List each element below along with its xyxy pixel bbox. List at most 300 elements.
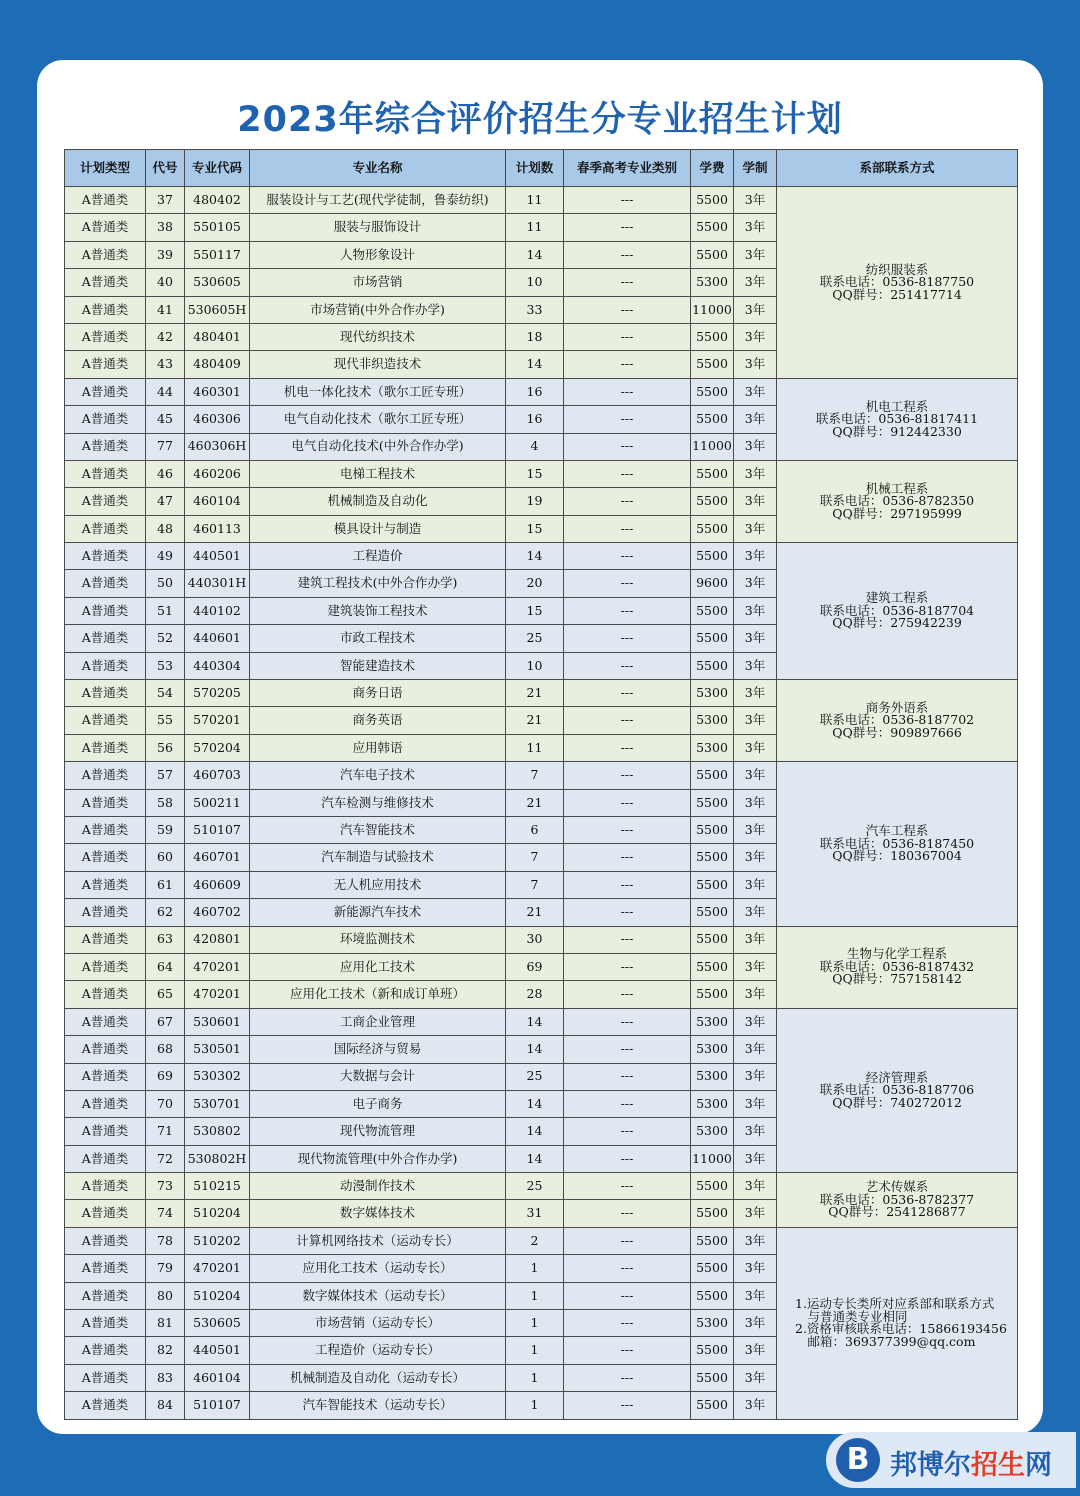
- duration-cell: 3年: [734, 597, 777, 624]
- plan-type-cell: A普通类: [65, 707, 146, 734]
- major-name-cell: 人物形象设计: [250, 241, 506, 268]
- plan-type-cell: A普通类: [65, 488, 146, 515]
- code-no-cell: 50: [146, 570, 185, 597]
- major-name-cell: 数字媒体技术: [250, 1200, 506, 1227]
- spring-category-cell: ---: [564, 1008, 691, 1035]
- header-plan-type: 计划类型: [65, 150, 146, 187]
- tuition-cell: 5500: [691, 515, 734, 542]
- code-no-cell: 53: [146, 652, 185, 679]
- code-no-cell: 56: [146, 734, 185, 761]
- duration-cell: 3年: [734, 789, 777, 816]
- tuition-cell: 5300: [691, 1036, 734, 1063]
- major-code-cell: 470201: [185, 1255, 250, 1282]
- major-name-cell: 机械制造及自动化（运动专长）: [250, 1364, 506, 1391]
- major-name-cell: 动漫制作技术: [250, 1173, 506, 1200]
- major-name-cell: 汽车检测与维修技术: [250, 789, 506, 816]
- code-no-cell: 81: [146, 1310, 185, 1337]
- code-no-cell: 74: [146, 1200, 185, 1227]
- table-row: [65, 460, 1018, 487]
- spring-category-cell: ---: [564, 1173, 691, 1200]
- code-no-cell: 70: [146, 1090, 185, 1117]
- major-code-cell: 510204: [185, 1282, 250, 1309]
- duration-cell: 3年: [734, 1255, 777, 1282]
- tuition-cell: 5500: [691, 953, 734, 980]
- tuition-cell: 5500: [691, 597, 734, 624]
- duration-cell: 3年: [734, 570, 777, 597]
- spring-category-cell: ---: [564, 1063, 691, 1090]
- code-no-cell: 72: [146, 1145, 185, 1172]
- department-contact-line: 1.运动专长类所对应系部和联系方式: [795, 1296, 995, 1312]
- spring-category-cell: ---: [564, 406, 691, 433]
- spring-category-cell: ---: [564, 625, 691, 652]
- duration-cell: 3年: [734, 378, 777, 405]
- plan-count-cell: 10: [506, 269, 564, 296]
- page-title: 2023年综合评价招生分专业招生计划: [237, 100, 843, 140]
- code-no-cell: 37: [146, 187, 185, 214]
- major-code-cell: 530802: [185, 1118, 250, 1145]
- duration-cell: 3年: [734, 543, 777, 570]
- plan-count-cell: 15: [506, 460, 564, 487]
- plan-count-cell: 14: [506, 1118, 564, 1145]
- major-code-cell: 530302: [185, 1063, 250, 1090]
- duration-cell: 3年: [734, 1173, 777, 1200]
- plan-count-cell: 21: [506, 707, 564, 734]
- tuition-cell: 5500: [691, 241, 734, 268]
- major-code-cell: 530701: [185, 1090, 250, 1117]
- major-name-cell: 环境监测技术: [250, 926, 506, 953]
- tuition-cell: 11000: [691, 433, 734, 460]
- table-row: [65, 926, 1018, 953]
- tuition-cell: 5300: [691, 1118, 734, 1145]
- department-contact-line: QQ群号：757158142: [832, 971, 962, 987]
- tuition-cell: 11000: [691, 1145, 734, 1172]
- duration-cell: 3年: [734, 1364, 777, 1391]
- duration-cell: 3年: [734, 1337, 777, 1364]
- tuition-cell: 5500: [691, 351, 734, 378]
- major-name-cell: 计算机网络技术（运动专长）: [250, 1227, 506, 1254]
- spring-category-cell: ---: [564, 1364, 691, 1391]
- plan-count-cell: 2: [506, 1227, 564, 1254]
- department-contact-line: 联系电话：0536-8187450: [819, 835, 975, 851]
- duration-cell: 3年: [734, 625, 777, 652]
- plan-count-cell: 14: [506, 1036, 564, 1063]
- tuition-cell: 5500: [691, 652, 734, 679]
- plan-type-cell: A普通类: [65, 625, 146, 652]
- major-code-cell: 460104: [185, 1364, 250, 1391]
- code-no-cell: 45: [146, 406, 185, 433]
- code-no-cell: 59: [146, 816, 185, 843]
- plan-count-cell: 14: [506, 351, 564, 378]
- tuition-cell: 5500: [691, 1337, 734, 1364]
- plan-count-cell: 30: [506, 926, 564, 953]
- tuition-cell: 5500: [691, 1173, 734, 1200]
- major-name-cell: 建筑装饰工程技术: [250, 597, 506, 624]
- plan-count-cell: 15: [506, 597, 564, 624]
- plan-type-cell: A普通类: [65, 1282, 146, 1309]
- spring-category-cell: ---: [564, 378, 691, 405]
- duration-cell: 3年: [734, 1118, 777, 1145]
- plan-count-cell: 20: [506, 570, 564, 597]
- tuition-cell: 5500: [691, 378, 734, 405]
- major-code-cell: 530605: [185, 269, 250, 296]
- department-contact-line: QQ群号：297195999: [832, 505, 962, 521]
- plan-type-cell: A普通类: [65, 871, 146, 898]
- department-contact-line: 生物与化学工程系: [846, 946, 947, 962]
- major-name-cell: 电子商务: [250, 1090, 506, 1117]
- plan-count-cell: 14: [506, 543, 564, 570]
- major-name-cell: 汽车电子技术: [250, 762, 506, 789]
- tuition-cell: 5300: [691, 680, 734, 707]
- department-contact-line: 联系电话：0536-81817411: [815, 411, 979, 427]
- plan-count-cell: 14: [506, 241, 564, 268]
- tuition-cell: 5300: [691, 1063, 734, 1090]
- major-code-cell: 460701: [185, 844, 250, 871]
- tuition-cell: 5500: [691, 1282, 734, 1309]
- tuition-cell: 5300: [691, 734, 734, 761]
- plan-count-cell: 1: [506, 1255, 564, 1282]
- plan-count-cell: 14: [506, 1145, 564, 1172]
- major-name-cell: 大数据与会计: [250, 1063, 506, 1090]
- department-contact-cell: [777, 1173, 1018, 1228]
- spring-category-cell: ---: [564, 953, 691, 980]
- major-code-cell: 460702: [185, 899, 250, 926]
- duration-cell: 3年: [734, 707, 777, 734]
- spring-category-cell: ---: [564, 1282, 691, 1309]
- duration-cell: 3年: [734, 460, 777, 487]
- major-name-cell: 机电一体化技术（歌尔工匠专班）: [250, 378, 506, 405]
- duration-cell: 3年: [734, 899, 777, 926]
- plan-type-cell: A普通类: [65, 1063, 146, 1090]
- header-plan-count: 计划数: [506, 150, 564, 187]
- duration-cell: 3年: [734, 1200, 777, 1227]
- spring-category-cell: ---: [564, 214, 691, 241]
- major-name-cell: 市场营销(中外合作办学): [250, 296, 506, 323]
- table-row: [65, 187, 1018, 214]
- department-contact-cell: [777, 187, 1018, 379]
- plan-count-cell: 1: [506, 1392, 564, 1419]
- plan-type-cell: A普通类: [65, 1200, 146, 1227]
- spring-category-cell: ---: [564, 1200, 691, 1227]
- major-code-cell: 440304: [185, 652, 250, 679]
- department-contact-line: 联系电话：0536-8187702: [819, 712, 975, 728]
- tuition-cell: 9600: [691, 570, 734, 597]
- department-contact-line: 机械工程系: [865, 480, 929, 496]
- code-no-cell: 48: [146, 515, 185, 542]
- major-code-cell: 570204: [185, 734, 250, 761]
- major-name-cell: 汽车智能技术: [250, 816, 506, 843]
- major-name-cell: 新能源汽车技术: [250, 899, 506, 926]
- code-no-cell: 61: [146, 871, 185, 898]
- major-code-cell: 460609: [185, 871, 250, 898]
- plan-count-cell: 4: [506, 433, 564, 460]
- spring-category-cell: ---: [564, 1145, 691, 1172]
- watermark-badge-icon: B: [836, 1438, 880, 1482]
- plan-type-cell: A普通类: [65, 406, 146, 433]
- tuition-cell: 5500: [691, 789, 734, 816]
- tuition-cell: 5500: [691, 323, 734, 350]
- plan-type-cell: A普通类: [65, 899, 146, 926]
- spring-category-cell: ---: [564, 680, 691, 707]
- major-code-cell: 530501: [185, 1036, 250, 1063]
- tuition-cell: 5300: [691, 269, 734, 296]
- tuition-cell: 5300: [691, 1008, 734, 1035]
- code-no-cell: 67: [146, 1008, 185, 1035]
- tuition-cell: 5500: [691, 981, 734, 1008]
- major-code-cell: 470201: [185, 953, 250, 980]
- major-code-cell: 570205: [185, 680, 250, 707]
- major-code-cell: 510215: [185, 1173, 250, 1200]
- tuition-cell: 5500: [691, 187, 734, 214]
- spring-category-cell: ---: [564, 707, 691, 734]
- code-no-cell: 44: [146, 378, 185, 405]
- major-name-cell: 现代物流管理(中外合作办学): [250, 1145, 506, 1172]
- plan-count-cell: 1: [506, 1337, 564, 1364]
- duration-cell: 3年: [734, 1145, 777, 1172]
- code-no-cell: 69: [146, 1063, 185, 1090]
- plan-count-cell: 16: [506, 378, 564, 405]
- plan-type-cell: A普通类: [65, 433, 146, 460]
- plan-count-cell: 6: [506, 816, 564, 843]
- plan-type-cell: A普通类: [65, 680, 146, 707]
- plan-type-cell: A普通类: [65, 926, 146, 953]
- spring-category-cell: ---: [564, 789, 691, 816]
- tuition-cell: 5500: [691, 1200, 734, 1227]
- spring-category-cell: ---: [564, 1310, 691, 1337]
- department-contact-cell: [777, 460, 1018, 542]
- major-name-cell: 服装与服饰设计: [250, 214, 506, 241]
- department-contact-line: QQ群号：912442330: [832, 423, 962, 439]
- major-code-cell: 460306H: [185, 433, 250, 460]
- code-no-cell: 79: [146, 1255, 185, 1282]
- code-no-cell: 77: [146, 433, 185, 460]
- duration-cell: 3年: [734, 406, 777, 433]
- plan-count-cell: 69: [506, 953, 564, 980]
- plan-type-cell: A普通类: [65, 1310, 146, 1337]
- code-no-cell: 62: [146, 899, 185, 926]
- tuition-cell: 5300: [691, 1090, 734, 1117]
- code-no-cell: 55: [146, 707, 185, 734]
- major-code-cell: 460306: [185, 406, 250, 433]
- plan-type-cell: A普通类: [65, 1118, 146, 1145]
- code-no-cell: 47: [146, 488, 185, 515]
- watermark-text-c: 网: [1025, 1450, 1052, 1481]
- table-body: [65, 187, 1018, 1420]
- major-name-cell: 商务日语: [250, 680, 506, 707]
- plan-type-cell: A普通类: [65, 762, 146, 789]
- department-contact-line: 纺织服装系: [865, 261, 929, 277]
- spring-category-cell: ---: [564, 734, 691, 761]
- tuition-cell: 5500: [691, 625, 734, 652]
- code-no-cell: 63: [146, 926, 185, 953]
- major-name-cell: 数字媒体技术（运动专长）: [250, 1282, 506, 1309]
- duration-cell: 3年: [734, 953, 777, 980]
- department-contact-line: 经济管理系: [865, 1069, 929, 1085]
- department-contact-line: QQ群号：180367004: [832, 848, 962, 864]
- spring-category-cell: ---: [564, 652, 691, 679]
- spring-category-cell: ---: [564, 1118, 691, 1145]
- code-no-cell: 52: [146, 625, 185, 652]
- major-code-cell: 460301: [185, 378, 250, 405]
- plan-count-cell: 1: [506, 1282, 564, 1309]
- code-no-cell: 84: [146, 1392, 185, 1419]
- tuition-cell: 5500: [691, 1227, 734, 1254]
- plan-count-cell: 11: [506, 187, 564, 214]
- duration-cell: 3年: [734, 1063, 777, 1090]
- tuition-cell: 5500: [691, 1364, 734, 1391]
- major-name-cell: 工商企业管理: [250, 1008, 506, 1035]
- watermark-text: [890, 1443, 1052, 1482]
- major-code-cell: 530605H: [185, 296, 250, 323]
- plan-count-cell: 14: [506, 1090, 564, 1117]
- duration-cell: 3年: [734, 351, 777, 378]
- major-name-cell: 工程造价: [250, 543, 506, 570]
- major-code-cell: 550105: [185, 214, 250, 241]
- spring-category-cell: ---: [564, 899, 691, 926]
- sport-specialty-note: [777, 1227, 1018, 1419]
- major-name-cell: 电气自动化技术（歌尔工匠专班）: [250, 406, 506, 433]
- tuition-cell: 5500: [691, 899, 734, 926]
- department-contact-line: 联系电话：0536-8782350: [819, 493, 975, 509]
- table-row: [65, 543, 1018, 570]
- major-code-cell: 420801: [185, 926, 250, 953]
- spring-category-cell: ---: [564, 241, 691, 268]
- plan-type-cell: A普通类: [65, 1145, 146, 1172]
- plan-type-cell: A普通类: [65, 214, 146, 241]
- duration-cell: 3年: [734, 433, 777, 460]
- code-no-cell: 54: [146, 680, 185, 707]
- major-code-cell: 440501: [185, 1337, 250, 1364]
- plan-type-cell: A普通类: [65, 1227, 146, 1254]
- department-contact-cell: [777, 762, 1018, 926]
- plan-count-cell: 7: [506, 844, 564, 871]
- duration-cell: 3年: [734, 680, 777, 707]
- department-contact-line: 与普通类专业相同: [795, 1308, 908, 1324]
- code-no-cell: 83: [146, 1364, 185, 1391]
- duration-cell: 3年: [734, 652, 777, 679]
- plan-type-cell: A普通类: [65, 652, 146, 679]
- duration-cell: 3年: [734, 1227, 777, 1254]
- plan-type-cell: A普通类: [65, 597, 146, 624]
- plan-type-cell: A普通类: [65, 734, 146, 761]
- department-contact-line: 联系电话：0536-8187704: [819, 602, 975, 618]
- department-contact-cell: [777, 1008, 1018, 1172]
- plan-type-cell: A普通类: [65, 296, 146, 323]
- tuition-cell: 5300: [691, 707, 734, 734]
- spring-category-cell: ---: [564, 570, 691, 597]
- duration-cell: 3年: [734, 1008, 777, 1035]
- duration-cell: 3年: [734, 488, 777, 515]
- plan-count-cell: 16: [506, 406, 564, 433]
- spring-category-cell: ---: [564, 1255, 691, 1282]
- spring-category-cell: ---: [564, 981, 691, 1008]
- plan-count-cell: 21: [506, 789, 564, 816]
- major-name-cell: 市场营销（运动专长）: [250, 1310, 506, 1337]
- major-code-cell: 500211: [185, 789, 250, 816]
- plan-type-cell: A普通类: [65, 816, 146, 843]
- department-contact-line: 联系电话：0536-8187706: [819, 1082, 975, 1098]
- major-name-cell: 电气自动化技术(中外合作办学): [250, 433, 506, 460]
- plan-count-cell: 1: [506, 1310, 564, 1337]
- department-contact-line: QQ群号：740272012: [832, 1094, 962, 1110]
- major-name-cell: 应用化工技术（新和成订单班）: [250, 981, 506, 1008]
- major-code-cell: 550117: [185, 241, 250, 268]
- plan-count-cell: 11: [506, 214, 564, 241]
- plan-type-cell: A普通类: [65, 953, 146, 980]
- plan-type-cell: A普通类: [65, 460, 146, 487]
- major-code-cell: 570201: [185, 707, 250, 734]
- plan-type-cell: A普通类: [65, 1337, 146, 1364]
- code-no-cell: 39: [146, 241, 185, 268]
- spring-category-cell: ---: [564, 844, 691, 871]
- duration-cell: 3年: [734, 187, 777, 214]
- table-row: [65, 1173, 1018, 1200]
- code-no-cell: 41: [146, 296, 185, 323]
- plan-type-cell: A普通类: [65, 378, 146, 405]
- duration-cell: 3年: [734, 734, 777, 761]
- major-code-cell: 460703: [185, 762, 250, 789]
- enrollment-plan-table: [64, 149, 1018, 1420]
- major-name-cell: 应用韩语: [250, 734, 506, 761]
- table-row: [65, 1008, 1018, 1035]
- header-code-no: 代号: [146, 150, 185, 187]
- code-no-cell: 82: [146, 1337, 185, 1364]
- code-no-cell: 60: [146, 844, 185, 871]
- duration-cell: 3年: [734, 1310, 777, 1337]
- plan-count-cell: 28: [506, 981, 564, 1008]
- plan-count-cell: 1: [506, 1364, 564, 1391]
- table-row: [65, 680, 1018, 707]
- major-name-cell: 机械制造及自动化: [250, 488, 506, 515]
- department-contact-line: QQ群号：909897666: [832, 724, 962, 740]
- department-contact-line: 汽车工程系: [865, 823, 929, 839]
- plan-type-cell: A普通类: [65, 1255, 146, 1282]
- major-name-cell: 无人机应用技术: [250, 871, 506, 898]
- plan-count-cell: 15: [506, 515, 564, 542]
- department-contact-line: 商务外语系: [865, 699, 929, 715]
- tuition-cell: 5500: [691, 1255, 734, 1282]
- plan-type-cell: A普通类: [65, 351, 146, 378]
- major-code-cell: 480402: [185, 187, 250, 214]
- tuition-cell: 5500: [691, 488, 734, 515]
- code-no-cell: 42: [146, 323, 185, 350]
- spring-category-cell: ---: [564, 296, 691, 323]
- department-contact-line: 邮箱：369377399@qq.com: [795, 1333, 976, 1349]
- plan-count-cell: 25: [506, 1063, 564, 1090]
- plan-count-cell: 21: [506, 899, 564, 926]
- major-name-cell: 市政工程技术: [250, 625, 506, 652]
- code-no-cell: 73: [146, 1173, 185, 1200]
- spring-category-cell: ---: [564, 1090, 691, 1117]
- major-code-cell: 460206: [185, 460, 250, 487]
- plan-type-cell: A普通类: [65, 570, 146, 597]
- plan-type-cell: A普通类: [65, 981, 146, 1008]
- major-name-cell: 现代纺织技术: [250, 323, 506, 350]
- department-contact-line: 联系电话：0536-8782377: [819, 1191, 975, 1207]
- code-no-cell: 46: [146, 460, 185, 487]
- code-no-cell: 49: [146, 543, 185, 570]
- tuition-cell: 11000: [691, 296, 734, 323]
- spring-category-cell: ---: [564, 1337, 691, 1364]
- spring-category-cell: ---: [564, 187, 691, 214]
- tuition-cell: 5300: [691, 1310, 734, 1337]
- plan-type-cell: A普通类: [65, 1173, 146, 1200]
- plan-count-cell: 10: [506, 652, 564, 679]
- duration-cell: 3年: [734, 269, 777, 296]
- tuition-cell: 5500: [691, 844, 734, 871]
- spring-category-cell: ---: [564, 351, 691, 378]
- major-code-cell: 440301H: [185, 570, 250, 597]
- major-code-cell: 530601: [185, 1008, 250, 1035]
